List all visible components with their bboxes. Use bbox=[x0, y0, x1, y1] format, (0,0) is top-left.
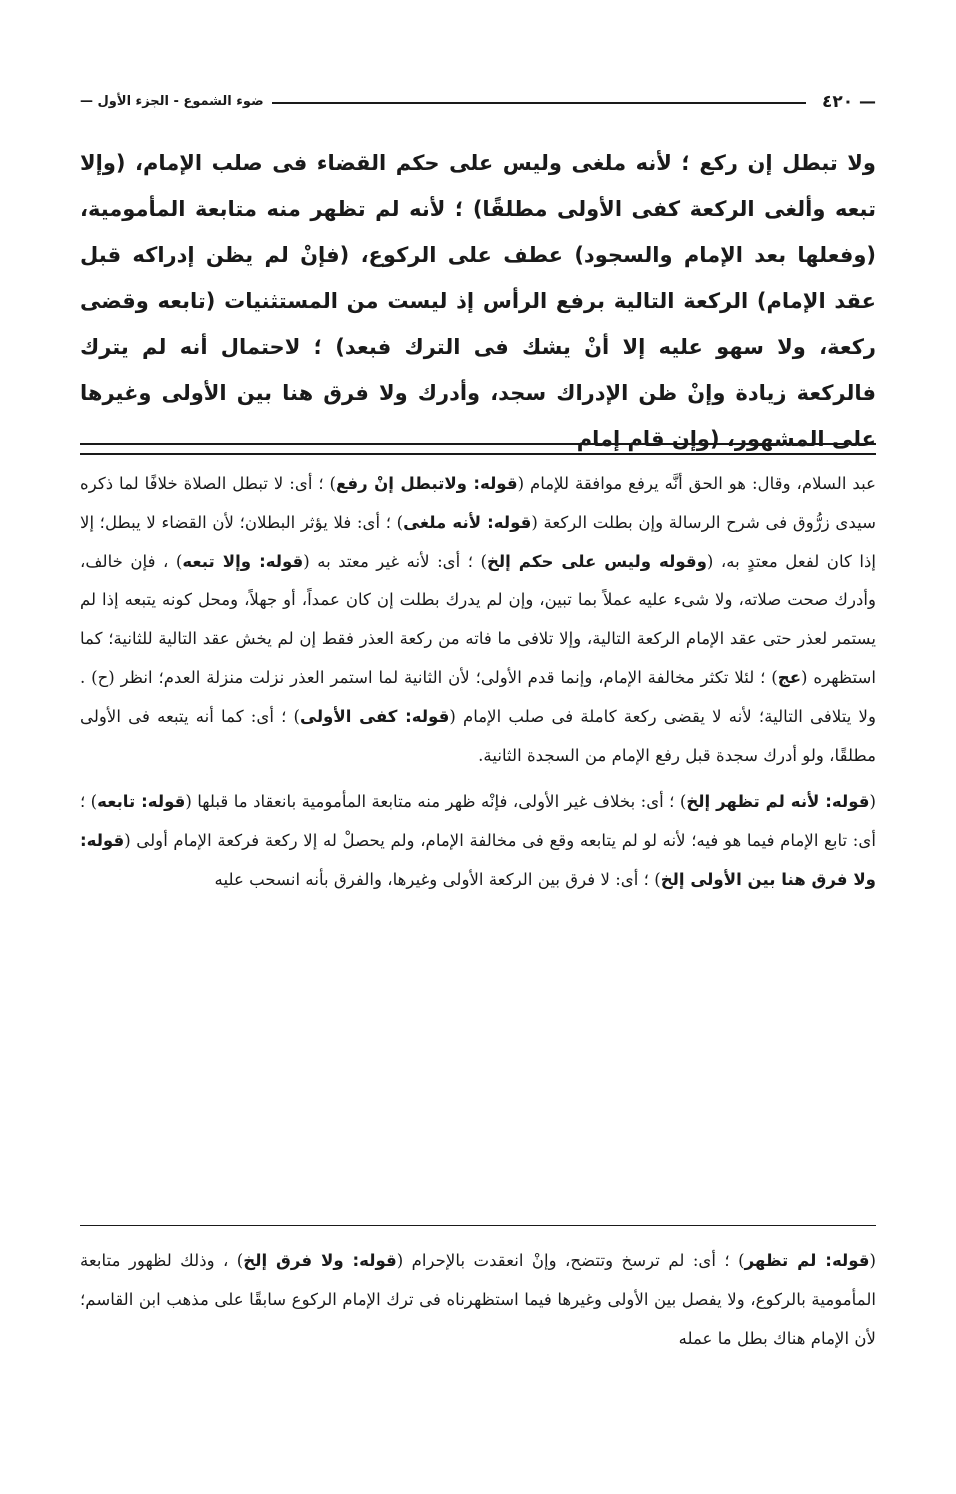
quoted-lemma: قوله: كفى الأولى bbox=[300, 706, 450, 726]
running-header bbox=[80, 88, 876, 118]
text-run: ( bbox=[869, 792, 876, 812]
quoted-lemma: قوله: وإلا تبعه bbox=[182, 551, 304, 571]
text-run: ) ؛ أى: فلا يؤثر البطلان؛ لأن القضاء لا يبطل؛ إلا إذا كان لفعل معتدٍ به، ( bbox=[80, 512, 876, 571]
footnote-gloss bbox=[80, 1242, 876, 1358]
quoted-lemma: قوله: ولاتبطل إنْ رفع bbox=[335, 474, 518, 493]
gloss-paragraph bbox=[80, 1242, 876, 1358]
main-text: ولا تبطل إن ركع ؛ لأنه ملغى وليس على حكم القضاء فى صلب الإمام، (وإلا تبعه وألغى الركعة كفى الأولى مطلقًا) ؛ لأنه لم تظهر منه متابعة المأمومية، (وفعلها بعد الإمام والسجود) عطف على الركوع، (فإنْ لم يظن إدراكه قبل عقد الإمام) الركعة التالية برفع الرأس إذ ليست من المستثنيات (تابعه وقضى ركعة، ولا سهو عليه إلا أنْ يشك فى الترك فبعد) ؛ لاحتمال أنه لم يترك فالركعة زيادة وإنْ ظن الإدراك سجد، وأدرك ولا فرق هنا بين الأولى وغيرها على المشهور، (وإن قام إمام bbox=[80, 151, 876, 451]
commentary-paragraph-1 bbox=[80, 465, 876, 775]
running-title: ضوء الشموع - الجزء الأول — bbox=[80, 88, 272, 116]
quoted-lemma: قوله: لأنه ملغى bbox=[403, 512, 532, 532]
text-run: ) ، وذلك لظهور متابعة المأمومية بالركوع، ولا يفصل بين الأولى وغيرها فيما استظهرناه فى ترك الإمام الركوع سابقًا على مذهب ابن القاسم؛ لأن الإمام هناك بطل ما عمله bbox=[80, 1251, 876, 1348]
quoted-lemma: قوله: ولا فرق هنا بين الأولى إلخ bbox=[80, 831, 876, 889]
quoted-lemma: قوله: لأنه لم تظهر إلخ bbox=[686, 792, 870, 812]
commentary-paragraph-2 bbox=[80, 783, 876, 899]
text-run: ) ؛ أى: لأنه غير معتد به ( bbox=[303, 551, 487, 571]
text-run: عبد السلام، وقال: هو الحق أنَّه يرفع موافقة للإمام ( bbox=[517, 474, 876, 493]
quoted-lemma: وقوله وليس على حكم إلخ bbox=[486, 551, 707, 571]
quoted-lemma: عج bbox=[777, 667, 802, 687]
text-run: ) ؛ أى: بخلاف غير الأولى، فإنْه ظهر منه متابعة المأمومية بانعقاد ما قبلها ( bbox=[185, 792, 687, 812]
text-run: ) ؛ أى: تابع الإمام فيما هو فيه؛ لأنه لو لم يتابعه وقع فى مخالفة الإمام، ولم يحصلْ له إلا ركعة فركعة الإمام أولى ( bbox=[80, 792, 876, 851]
double-rule-divider bbox=[80, 443, 876, 455]
quoted-lemma: قوله: لم تظهر bbox=[744, 1251, 870, 1270]
footnote-rule bbox=[80, 1225, 876, 1226]
text-run: ) ؛ أى: لا فرق بين الركعة الأولى وغيرها، والفرق بأنه انسحب عليه bbox=[214, 869, 661, 889]
text-run: ) ؛ أى: لا تبطل الصلاة خلافًا لما ذكره سيدى زرُّوق فى شرح الرسالة وإن بطلت الركعة ( bbox=[80, 474, 876, 532]
text-run: ) ؛ لئلا تكثر مخالفة الإمام، وإنما قدم الأولى؛ لأن الثانية لما استمر العذر نزلت منزلة العدم؛ انظر (ح) . ولا يتلافى التالية؛ لأنه لا يقضى ركعة كاملة فى صلب الإمام ( bbox=[80, 667, 876, 726]
commentary bbox=[80, 465, 876, 900]
text-run: ) ؛ أى: كما أنه يتبعه فى الأولى مطلقًا، ولو أدرك سجدة قبل رفع الإمام من السجدة الثانية. bbox=[80, 706, 876, 765]
text-run: ) ؛ أى: لم ترسخ وتتضح، وإنْ انعقدت بالإحرام ( bbox=[396, 1251, 745, 1270]
quoted-lemma: قوله: تابعه bbox=[97, 792, 186, 812]
quoted-lemma: قوله: ولا فرق إلخ bbox=[243, 1251, 397, 1270]
text-run: ) ، فإن خالف، وأدرك صحت صلاته، ولا شىء عليه عملاً بما تبين، وإن لم يدرك بطلت إن كان عمداً، أو جهلاً، ومحل كونه يتبعه إذا لم يستمر لعذر حتى عقد الإمام الركعة التالية، وإلا تلافى ما فاته من ركعة العذر فقط إن لم يخش عقد التالية للثانية؛ كما استظهره ( bbox=[80, 551, 877, 687]
text-run: ( bbox=[869, 1251, 876, 1270]
page-number: — ٤٢٠ bbox=[821, 92, 876, 112]
